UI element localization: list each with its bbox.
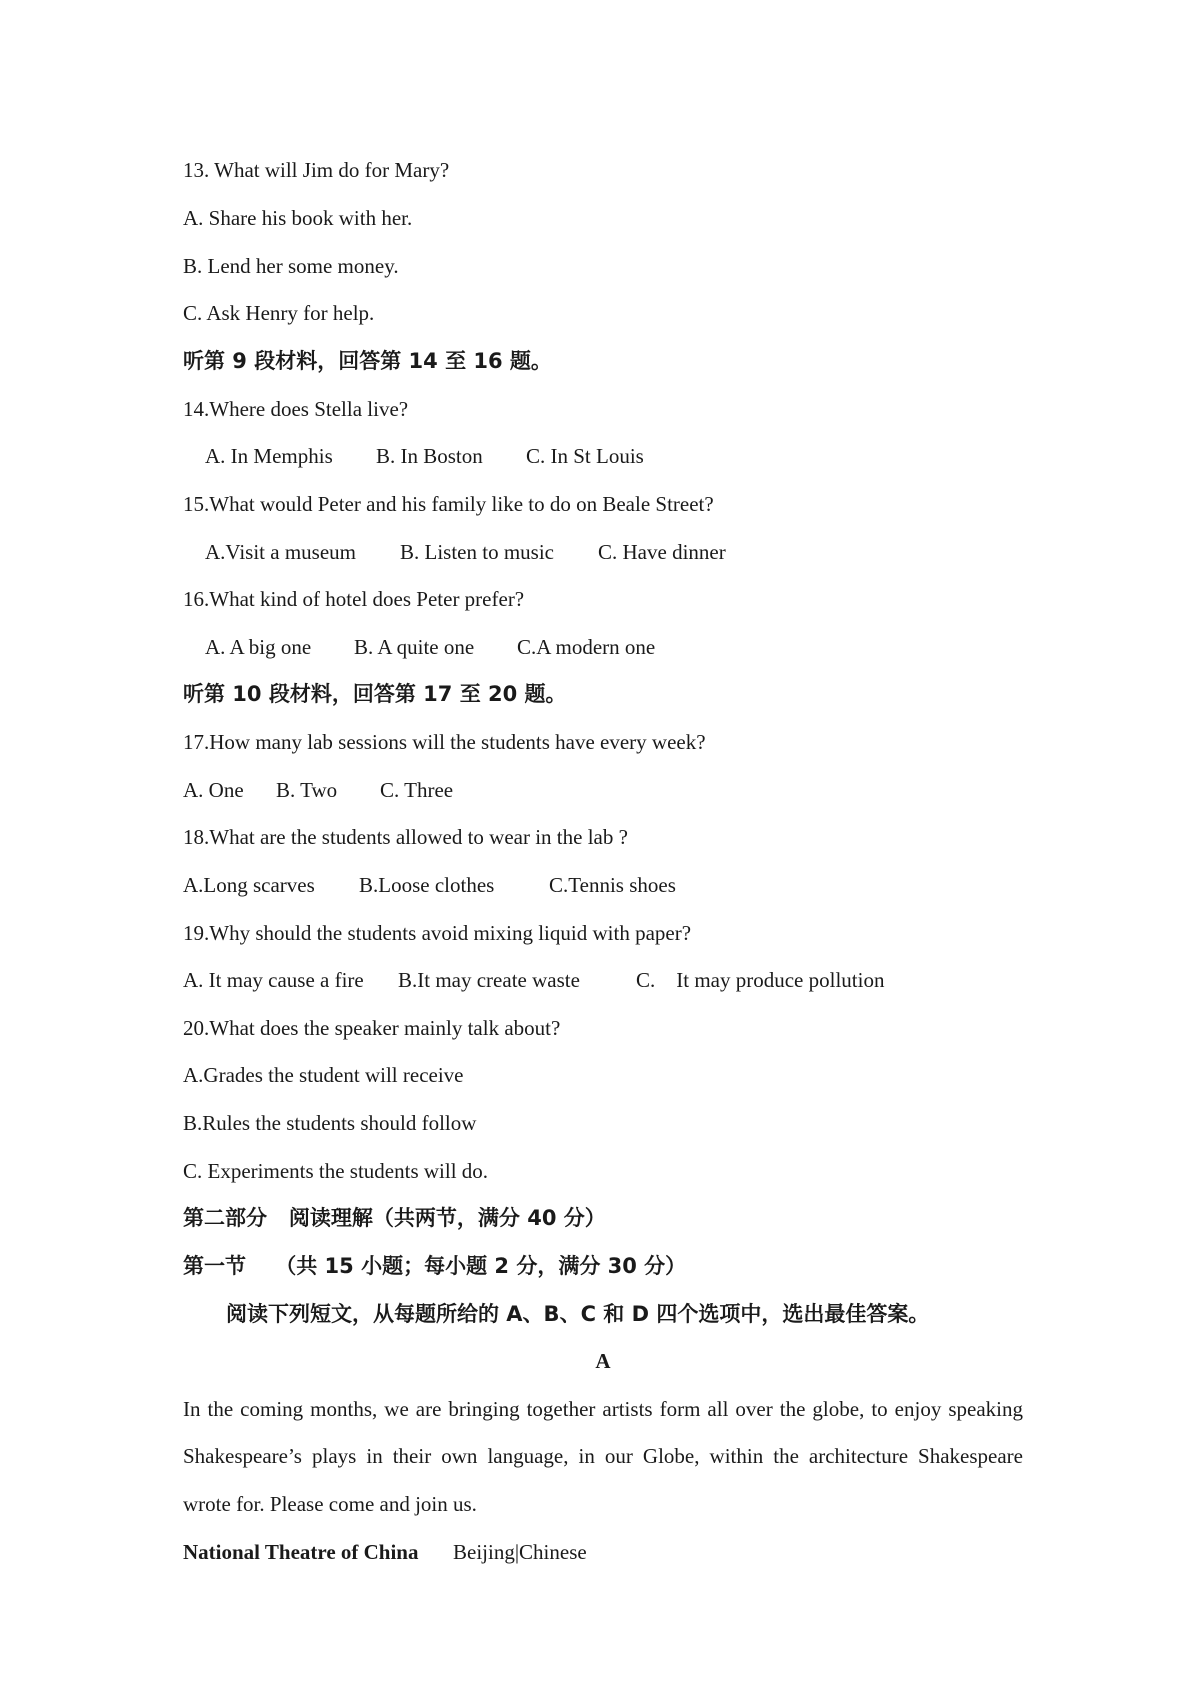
section-10-heading-text: 听第 10 段材料，回答第 17 至 20 题。	[183, 682, 567, 706]
passage-line-2: Shakespeare’s plays in their own language, in our Globe, within the architecture Shakespeare	[183, 1444, 1023, 1468]
question-19-option-b: B.It may create waste	[398, 968, 580, 992]
part-2-heading	[183, 1205, 1023, 1231]
question-14-options	[205, 443, 1045, 469]
question-17-option-c: C. Three	[380, 778, 454, 802]
theatre-name: National Theatre of China	[183, 1540, 419, 1564]
question-17-option-b: B. Two	[276, 778, 338, 802]
instruction-text: 阅读下列短文，从每题所给的 A、B、C 和 D 四个选项中，选出最佳答案。	[226, 1302, 930, 1326]
section-1-heading	[183, 1253, 1023, 1279]
question-15-option-c: C. Have dinner	[598, 540, 726, 564]
question-16-stem: 16.What kind of hotel does Peter prefer?	[183, 587, 525, 611]
question-16-option-c: C.A modern one	[517, 635, 656, 659]
question-18-option-c: C.Tennis shoes	[549, 873, 676, 897]
section-10-heading	[183, 681, 1023, 707]
passage-line-3: wrote for. Please come and join us.	[183, 1492, 477, 1516]
question-13-option-a: A. Share his book with her.	[183, 206, 413, 230]
question-13-stem: 13. What will Jim do for Mary?	[183, 158, 450, 182]
question-18-stem: 18.What are the students allowed to wear in the lab ?	[183, 825, 628, 849]
passage-line-1: In the coming months, we are bringing together artists form all over the globe, to enjoy speaking	[183, 1397, 1023, 1421]
question-14-option-a: A. In Memphis	[205, 444, 333, 468]
question-15-stem: 15.What would Peter and his family like to do on Beale Street?	[183, 492, 714, 516]
question-15-option-a: A.Visit a museum	[205, 540, 356, 564]
question-16-option-a: A. A big one	[205, 635, 312, 659]
passage-letter: A	[595, 1349, 611, 1373]
question-13-option-c: C. Ask Henry for help.	[183, 301, 375, 325]
part-2-heading-text: 第二部分 阅读理解（共两节，满分 40 分）	[183, 1206, 606, 1230]
section-9-heading	[183, 348, 1023, 374]
question-18-options	[183, 872, 1023, 898]
theatre-entry	[183, 1539, 1023, 1565]
question-16-options	[205, 634, 1045, 660]
question-19-options	[183, 967, 1023, 993]
question-15-option-b: B. Listen to music	[400, 540, 554, 564]
question-20-option-c: C. Experiments the students will do.	[183, 1159, 489, 1183]
question-20-option-a: A.Grades the student will receive	[183, 1063, 464, 1087]
question-13-option-b: B. Lend her some money.	[183, 254, 399, 278]
question-20-option-b: B.Rules the students should follow	[183, 1111, 477, 1135]
question-18-option-b: B.Loose clothes	[359, 873, 495, 897]
question-19-option-a: A. It may cause a fire	[183, 968, 364, 992]
section-1-heading-text: 第一节 （共 15 小题；每小题 2 分，满分 30 分）	[183, 1254, 687, 1278]
question-17-stem: 17.How many lab sessions will the students have every week?	[183, 730, 706, 754]
question-14-option-b: B. In Boston	[376, 444, 483, 468]
question-17-options	[183, 777, 1023, 803]
question-14-option-c: C. In St Louis	[526, 444, 644, 468]
question-17-option-a: A. One	[183, 778, 244, 802]
question-20-stem: 20.What does the speaker mainly talk about?	[183, 1016, 561, 1040]
question-15-options	[205, 539, 1045, 565]
section-9-heading-text: 听第 9 段材料，回答第 14 至 16 题。	[183, 349, 552, 373]
question-19-option-c: C. It may produce pollution	[636, 968, 885, 992]
question-14-stem: 14.Where does Stella live?	[183, 397, 409, 421]
theatre-location: Beijing|Chinese	[453, 1540, 587, 1564]
question-18-option-a: A.Long scarves	[183, 873, 315, 897]
question-16-option-b: B. A quite one	[354, 635, 475, 659]
question-19-stem: 19.Why should the students avoid mixing liquid with paper?	[183, 921, 692, 945]
instruction	[226, 1301, 1066, 1327]
